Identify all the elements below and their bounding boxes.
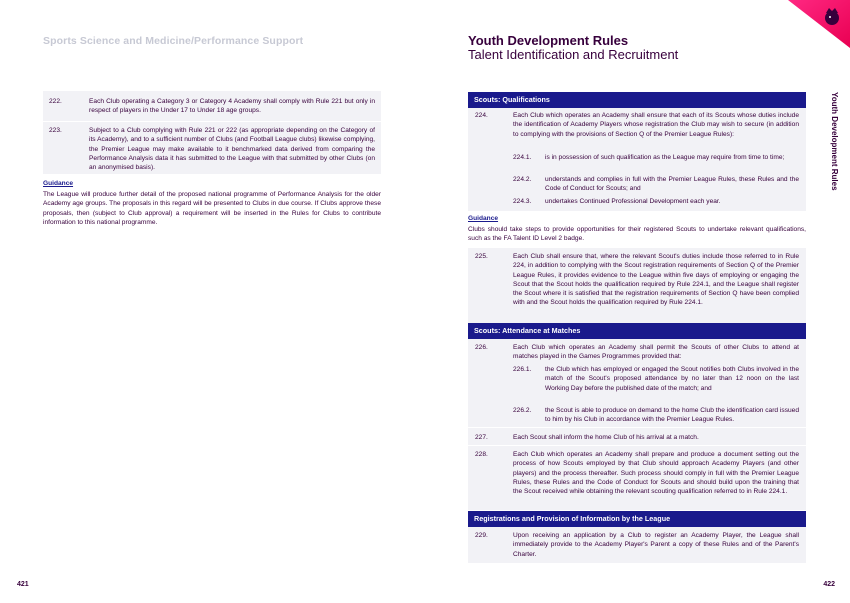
divider bbox=[468, 427, 806, 428]
rule-text: Each Club which operates an Academy shall ensure that each of its Scouts whose duties include the identification of Academy Players whose registration the Club may wish to secure (in addition to complying with the provisions of Section Q of the Premier League Rules): bbox=[513, 112, 799, 138]
rules-block-229 bbox=[468, 527, 806, 563]
rule-number: 227. bbox=[475, 434, 488, 441]
rule-text: Each Club operating a Category 3 or Category 4 Academy shall comply with Rule 221 but only in respect of players in the Under 17 to Under 18 age groups. bbox=[89, 98, 375, 115]
heading-scouts-qualifications: Scouts: Qualifications bbox=[468, 92, 806, 108]
rules-block-225 bbox=[468, 248, 806, 323]
heading-registrations: Registrations and Provision of Information by the League bbox=[468, 511, 806, 527]
rule-number: 226.2. bbox=[513, 407, 532, 414]
right-guidance-heading: Guidance bbox=[468, 215, 499, 222]
rule-text: the Scout is able to produce on demand to the home Club the identification card issued to him by his Club in accordance with the Premier League Rules. bbox=[545, 407, 799, 424]
left-guidance-heading: Guidance bbox=[43, 180, 74, 187]
rule-number: 224. bbox=[475, 112, 488, 119]
left-guidance-text: The League will produce further detail of the proposed national programme of Performance Analysis for the older Academy age groups. The proposals in this regard will be presented to Clubs in due course. If Clubs approve these proposals, then (subject to Club approval) a requirement will be inserted in the Rules for Clubs to contribute information to this national programme. bbox=[43, 191, 381, 226]
rule-222 bbox=[43, 91, 381, 121]
rules-block-226-228 bbox=[468, 339, 806, 510]
rule-number: 222. bbox=[49, 98, 62, 105]
rule-number: 223. bbox=[49, 127, 62, 134]
rule-number: 225. bbox=[475, 253, 488, 260]
rule-number: 224.1. bbox=[513, 154, 532, 161]
left-page-number: 421 bbox=[17, 581, 29, 588]
rule-text: understands and complies in full with the Premier League Rules, these Rules and the Code of Conduct for Scouts; and bbox=[545, 176, 799, 193]
side-label: Youth Development Rules bbox=[830, 92, 839, 191]
rule-number: 228. bbox=[475, 451, 488, 458]
right-guidance-text: Clubs should take steps to provide opportunities for their registered Scouts to undertake relevant qualifications, such as the FA Talent ID Level 2 badge. bbox=[468, 226, 806, 243]
heading-scouts-attendance: Scouts: Attendance at Matches bbox=[468, 323, 806, 339]
rule-number: 226. bbox=[475, 344, 488, 351]
rule-text: Each Club which operates an Academy shall prepare and produce a document setting out the process of how Scouts employed by that Club should approach Academy Players (and other players) and the process thereafter. Such process should comply in full with the Premier League Rules, these Rules and the Code of Conduct for Scouts and should build upon the training that the Scout received while obtaining the relevant scouting qualification referred to in Rule 224.1. bbox=[513, 451, 799, 496]
rule-text: Each Club which operates an Academy shall permit the Scouts of other Clubs to attend at matches played in the Games Programmes provided that: bbox=[513, 344, 799, 361]
rule-text: undertakes Continued Professional Development each year. bbox=[545, 198, 721, 205]
rule-text: the Club which has employed or engaged the Scout notifies both Clubs involved in the match of the Scout's proposed attendance by no later than 12 noon on the last Working Day before the published date of the match; and bbox=[545, 366, 799, 392]
premier-league-logo-icon bbox=[788, 0, 850, 48]
rule-number: 229. bbox=[475, 532, 488, 539]
rule-text: Subject to a Club complying with Rule 221 or 222 (as appropriate depending on the Category of its Academy), and to a sufficient number of Clubs (and Football League clubs) likewise complying, the Premier League may make available to it benchmarked data derived from comparing the Performance Analysis data it has submitted to the League with that submitted by other Clubs (on an anonymised basis). bbox=[89, 127, 375, 172]
rules-block-224 bbox=[468, 108, 806, 211]
right-page-title: Youth Development Rules bbox=[468, 33, 629, 48]
rule-number: 224.3. bbox=[513, 198, 532, 205]
rule-number: 224.2. bbox=[513, 176, 532, 183]
rule-text: Each Club shall ensure that, where the relevant Scout's duties include those referred to in Rule 224, in addition to complying with the Scout registration requirements of Section Q of the Premier League Rules, it provides evidence to the League within five days of employing or engaging the Scout that the Scout holds the qualification required by Rule 224.1, and the League shall register the Scout where it is satisfied that the registration requirements of Section Q have been complied with and the Scout holds the qualification required by Rule 224.1. bbox=[513, 253, 799, 307]
rule-text: Each Scout shall inform the home Club of his arrival at a match. bbox=[513, 434, 699, 441]
left-page-title: Sports Science and Medicine/Performance Support bbox=[43, 35, 304, 47]
rule-text: Upon receiving an application by a Club to register an Academy Player, the League shall immediately provide to the Academy Player's Parent a copy of these Rules and of the Parent's Charter. bbox=[513, 532, 799, 558]
rule-number: 226.1. bbox=[513, 366, 532, 373]
divider bbox=[468, 445, 806, 446]
right-page-number: 422 bbox=[823, 581, 835, 588]
rule-text: is in possession of such qualification as the League may require from time to time; bbox=[545, 154, 785, 161]
left-rules-block bbox=[43, 91, 381, 174]
right-page-subtitle: Talent Identification and Recruitment bbox=[468, 47, 679, 62]
rule-223 bbox=[43, 122, 381, 174]
